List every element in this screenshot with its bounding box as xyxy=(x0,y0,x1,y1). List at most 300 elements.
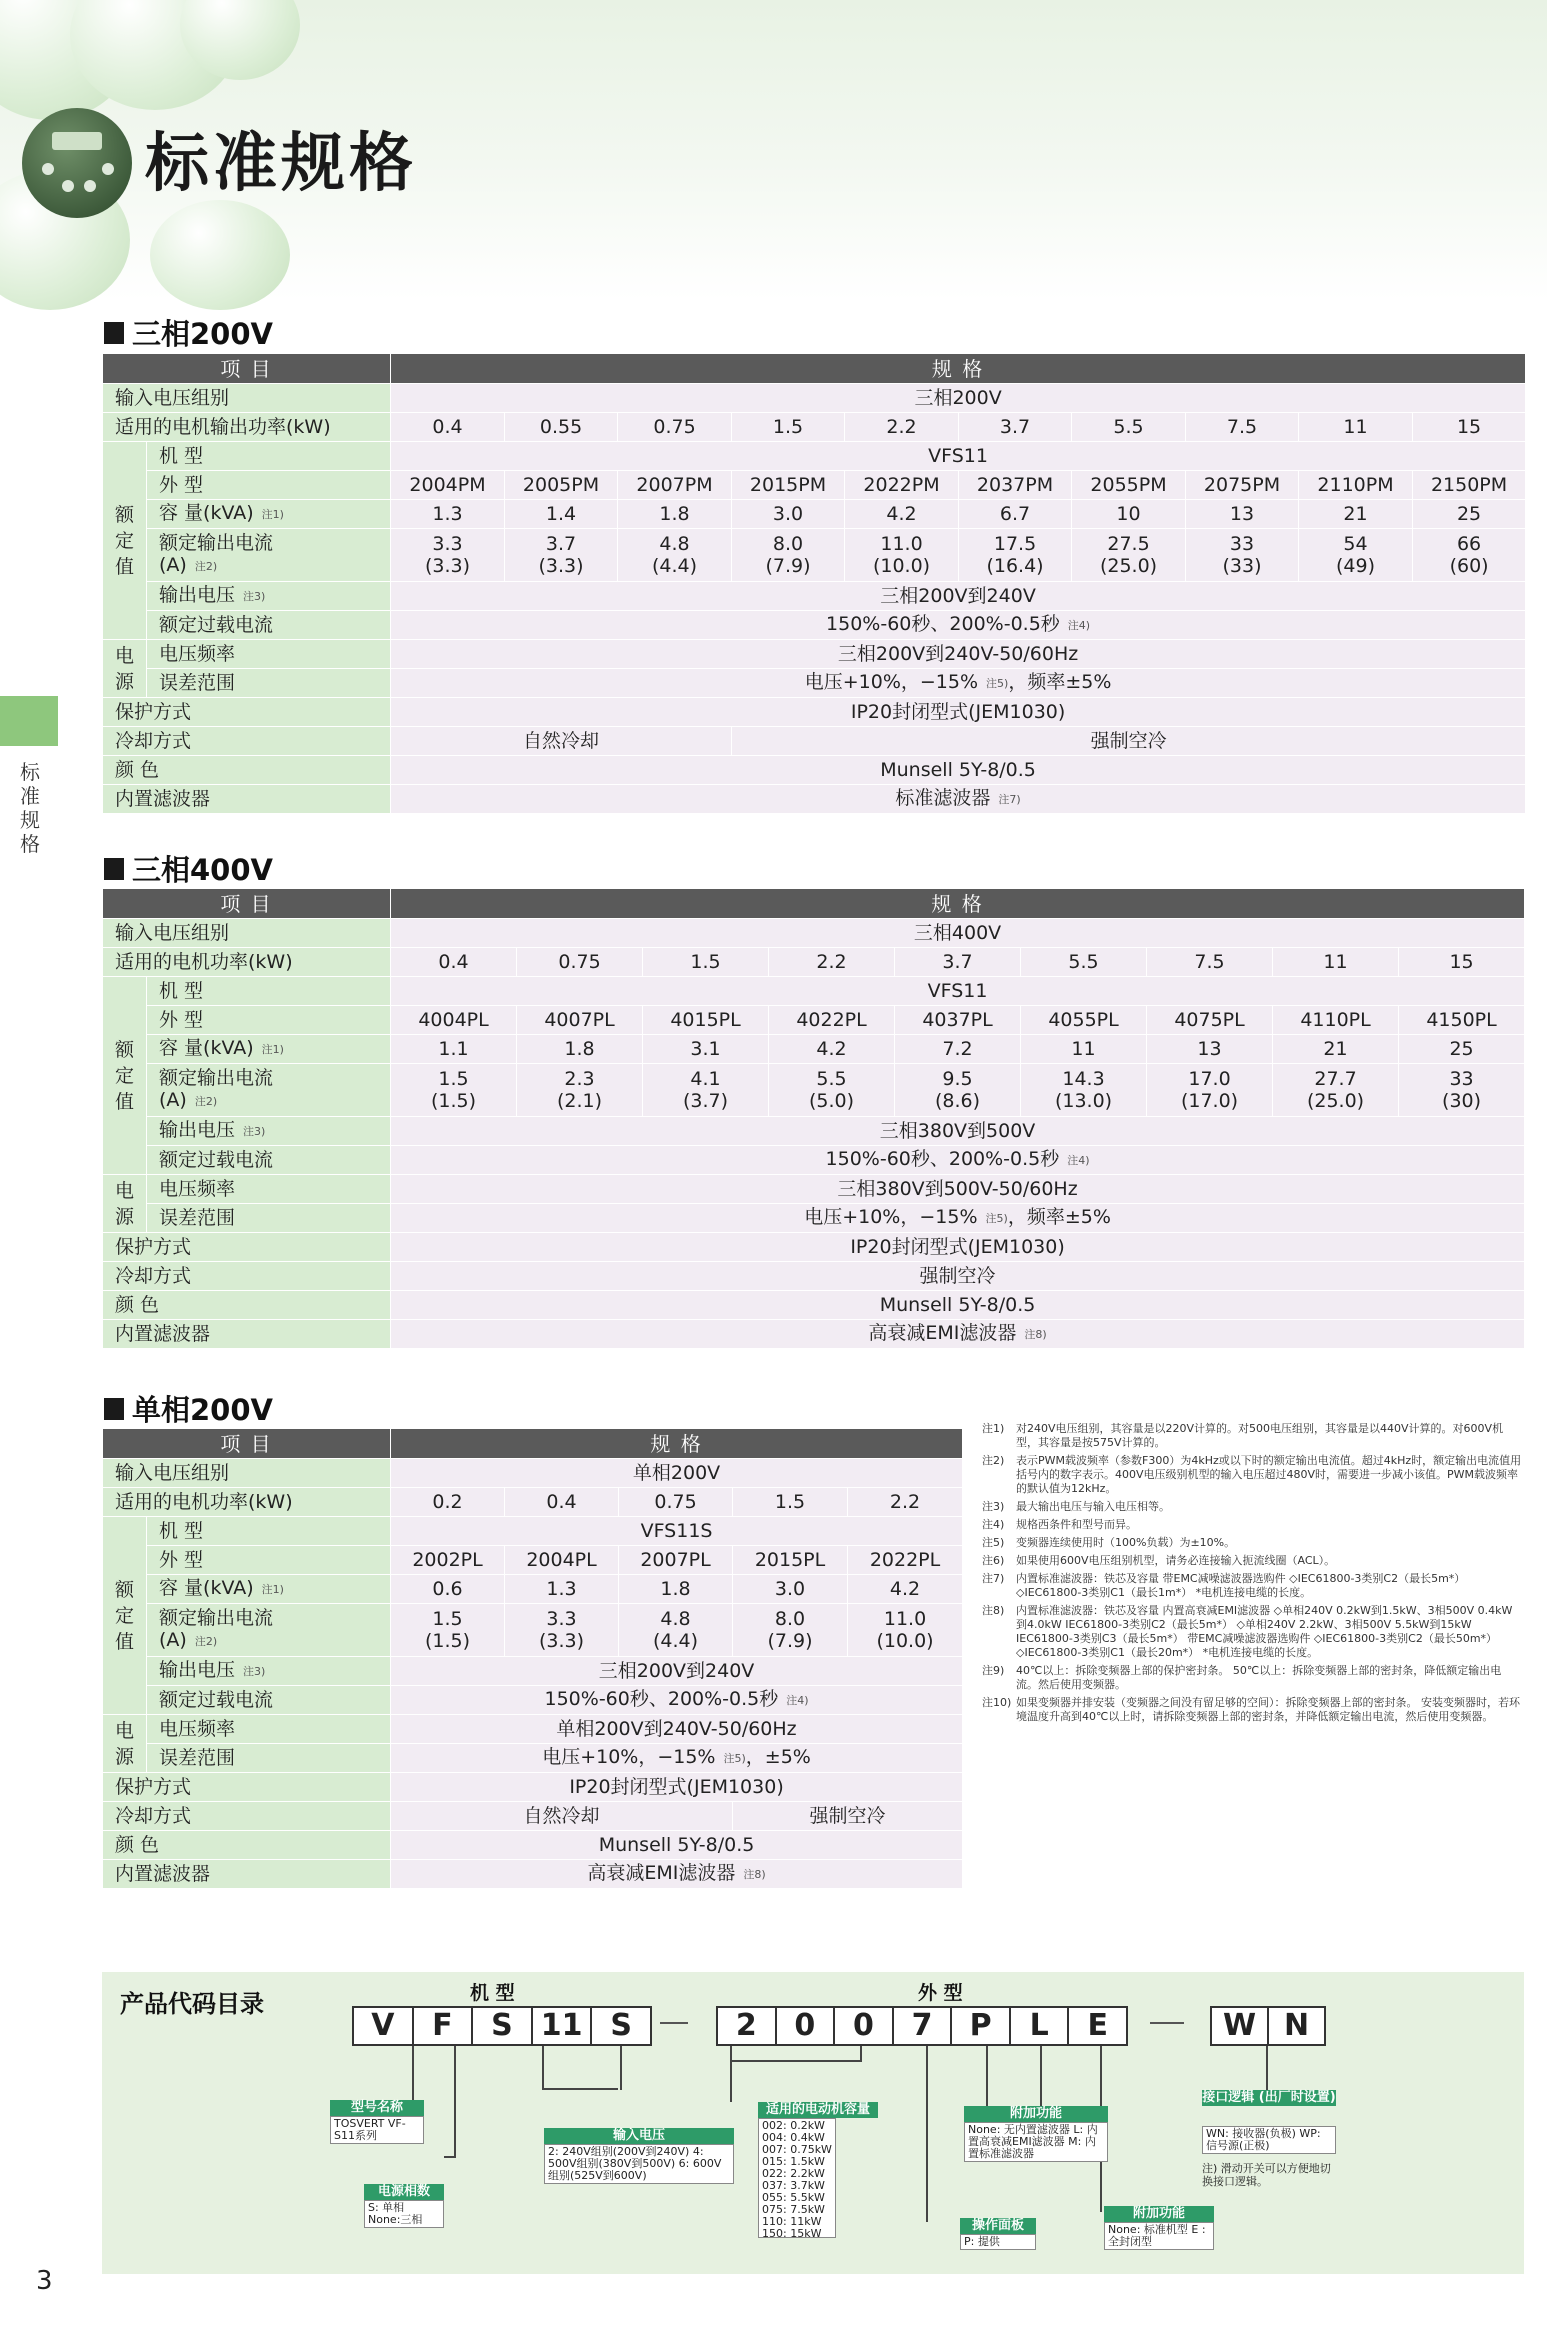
row-label: 机 型 xyxy=(147,442,391,471)
cell-value: VFS11 xyxy=(391,442,1526,471)
footnote: 注9) 40℃以上：拆除变频器上部的保护密封条。 50℃以上：拆除变频器上部的密封条，降低额定输出电流。然后使用变频器。 xyxy=(982,1664,1502,1691)
code-char: 11 xyxy=(531,2008,591,2044)
table-row xyxy=(103,1064,1525,1117)
cell-value: 25 xyxy=(1399,1035,1525,1064)
cell-value: 3.7 (3.3) xyxy=(505,529,618,582)
code-char: V xyxy=(371,2008,395,2043)
table-row xyxy=(103,1802,963,1831)
cell-value: 单相200V xyxy=(391,1459,963,1488)
cell-value: 14.3 (13.0) xyxy=(1021,1064,1147,1117)
row-label: 颜 色 xyxy=(103,756,391,785)
cell-value: 1.5 (1.5) xyxy=(391,1064,517,1117)
cell-value: 2055PM xyxy=(1072,471,1186,500)
cell-value: 1.1 xyxy=(391,1035,517,1064)
cell-value: 6.7 xyxy=(959,500,1072,529)
cell-value: 三相380V到500V xyxy=(391,1117,1525,1146)
row-label: 误差范围 xyxy=(147,1204,391,1233)
row-label: 容 量(kVA) 注1) xyxy=(147,500,391,529)
row-label: 输出电压 注3) xyxy=(147,1657,391,1686)
table-row xyxy=(103,1291,1525,1320)
footnote: 注10) 如果变频器并排安装（变频器之间没有留足够的空间）：拆除变频器上部的密封条。 安装变频器时，若环境温度升高到40℃以上时，请拆除变频器上部的密封条，并降低额定输出电流，然后使用变频器。 xyxy=(982,1696,1520,1723)
connector-line xyxy=(454,2046,456,2158)
cell-value: 2022PL xyxy=(848,1546,963,1575)
header-item: 项 目 xyxy=(103,1429,391,1459)
cell-value: 2015PL xyxy=(733,1546,848,1575)
cell-value: 27.7 (25.0) xyxy=(1273,1064,1399,1117)
cell-value: 2007PL xyxy=(619,1546,733,1575)
connector-line xyxy=(542,2088,618,2090)
cell-value: 15 xyxy=(1413,413,1526,442)
cell-value: 2037PM xyxy=(959,471,1072,500)
table-row xyxy=(103,1459,963,1488)
cell-value: 1.4 xyxy=(505,500,618,529)
row-label: 颜 色 xyxy=(103,1291,391,1320)
cell-value: IP20封闭型式(JEM1030) xyxy=(391,1233,1525,1262)
cell-value: 1.8 xyxy=(517,1035,643,1064)
cell-value: 0.75 xyxy=(619,1488,733,1517)
interface-logic-note: 注) 滑动开关可以方便地切换接口逻辑。 xyxy=(1202,2162,1331,2188)
table-row xyxy=(103,640,1526,669)
row-label: 机 型 xyxy=(147,977,391,1006)
model-code-boxes xyxy=(352,2006,652,2046)
interface-logic-title: 接口逻辑 (出厂时设置) xyxy=(1202,2090,1336,2105)
cell-value: 21 xyxy=(1273,1035,1399,1064)
table-row xyxy=(103,1117,1525,1146)
cell-value: 150%-60秒、200%-0.5秒 注4) xyxy=(391,1146,1525,1175)
code-char: E xyxy=(1067,2008,1126,2044)
header-item: 项 目 xyxy=(103,354,391,384)
phase-body: S: 单相 None:三相 xyxy=(364,2200,444,2228)
cell-value: 三相200V到240V-50/60Hz xyxy=(391,640,1526,669)
cell-value: Munsell 5Y-8/0.5 xyxy=(391,1831,963,1860)
cell-value: 4.2 xyxy=(769,1035,895,1064)
cell-value: 11 xyxy=(1021,1035,1147,1064)
cell-value: 4.8 (4.4) xyxy=(619,1604,733,1657)
additional-function-body: None: 无内置滤波器 L: 内置高衰减EMI滤波器 M: 内置标准滤波器 xyxy=(964,2122,1108,2162)
type-name-body: TOSVERT VF-S11系列 xyxy=(330,2116,424,2144)
cell-value: 1.5 xyxy=(732,413,845,442)
row-label: 额定过载电流 xyxy=(147,1146,391,1175)
table-row xyxy=(103,582,1526,611)
table-row xyxy=(103,500,1526,529)
footnote: 注4) 规格西条件和型号而异。 xyxy=(982,1518,1137,1531)
cell-value: 电压+10%，−15% 注5)，频率±5% xyxy=(391,1204,1525,1233)
spec-table-1ph200 xyxy=(102,1428,963,1889)
cell-value: 8.0 (7.9) xyxy=(733,1604,848,1657)
table-header-row xyxy=(103,354,1526,384)
cell-value: 三相400V xyxy=(391,919,1525,948)
decor-bubble xyxy=(150,200,290,310)
code-separator xyxy=(1150,2022,1184,2024)
row-label: 输出电压 注3) xyxy=(147,582,391,611)
table-row xyxy=(103,698,1526,727)
cell-value: 0.4 xyxy=(391,948,517,977)
connector-line xyxy=(860,2046,862,2062)
cell-value: 10 xyxy=(1072,500,1186,529)
connector-line xyxy=(730,2046,732,2102)
table-row xyxy=(103,948,1525,977)
code-char: W xyxy=(1222,2008,1257,2043)
row-label: 内置滤波器 xyxy=(103,1860,391,1889)
group-label: 额定值 xyxy=(103,1517,147,1715)
table-row xyxy=(103,1233,1525,1262)
cell-value: 15 xyxy=(1399,948,1525,977)
connector-line xyxy=(986,2046,988,2106)
cell-value: 4007PL xyxy=(517,1006,643,1035)
spec-table-3ph200 xyxy=(102,353,1526,814)
table-row xyxy=(103,611,1526,640)
spec-table-3ph400 xyxy=(102,888,1525,1349)
table-row xyxy=(103,1517,963,1546)
table-row xyxy=(103,669,1526,698)
cell-value: 三相200V到240V xyxy=(391,1657,963,1686)
cell-value: 13 xyxy=(1186,500,1299,529)
row-label: 容 量(kVA) 注1) xyxy=(147,1575,391,1604)
phase-title: 电源相数 xyxy=(364,2184,444,2200)
table-header-row xyxy=(103,889,1525,919)
input-voltage-title: 输入电压 xyxy=(544,2128,734,2144)
table-row xyxy=(103,1657,963,1686)
cell-value: 150%-60秒、200%-0.5秒 注4) xyxy=(391,611,1526,640)
code-char: 7 xyxy=(892,2008,951,2044)
table-row xyxy=(103,529,1526,582)
row-label: 内置滤波器 xyxy=(103,1320,391,1349)
cell-value: 2007PM xyxy=(618,471,732,500)
cell-value: 150%-60秒、200%-0.5秒 注4) xyxy=(391,1686,963,1715)
cell-value: 4022PL xyxy=(769,1006,895,1035)
cell-value: 0.55 xyxy=(505,413,618,442)
cell-value: 1.5 (1.5) xyxy=(391,1604,505,1657)
cell-value: 3.0 xyxy=(732,500,845,529)
motor-capacity-title: 适用的电动机容量 xyxy=(758,2102,878,2118)
cell-value: 17.0 (17.0) xyxy=(1147,1064,1273,1117)
footnote: 注8) 内置标准滤波器：铁芯及容量 内置高衰减EMI滤波器 ◇单相240V 0.2kW到1.5kW、3相500V 0.4kW到4.0kW IEC61800-3类别C2（最长5m*） ◇单相240V 2.2kW、3相500V 5.5kW到15kW IEC61800-3类别C3（最长5m*） 带EMC减噪滤波器选购件 ◇IEC61800-3类别C2（最长50m*） ◇IEC61800-3类别C1（最长20m*） *电机连接电缆的长度。 xyxy=(982,1604,1513,1659)
cell-value: 0.4 xyxy=(391,413,505,442)
cell-value: 高衰减EMI滤波器 注8) xyxy=(391,1860,963,1889)
cell-value: 2.3 (2.1) xyxy=(517,1064,643,1117)
cell-value: 4004PL xyxy=(391,1006,517,1035)
row-label: 冷却方式 xyxy=(103,1802,391,1831)
table-row xyxy=(103,1320,1525,1349)
cell-value: 3.7 xyxy=(959,413,1072,442)
cell-value: 0.75 xyxy=(618,413,732,442)
code-char: P xyxy=(950,2008,1009,2044)
cell-value: 2.2 xyxy=(769,948,895,977)
connector-line xyxy=(730,2060,862,2062)
code-separator xyxy=(660,2022,688,2024)
section-title-3ph400: 三相400V xyxy=(104,848,273,889)
row-label: 外 型 xyxy=(147,1546,391,1575)
table-row xyxy=(103,727,1526,756)
footnote: 注7) 内置标准滤波器：铁芯及容量 带EMC减噪滤波器选购件 ◇IEC61800-3类别C2（最长5m*） ◇IEC61800-3类别C1（最长1m*） *电机连接电缆的长度。 xyxy=(982,1572,1466,1599)
cell-value: 5.5 (5.0) xyxy=(769,1064,895,1117)
code-char: F xyxy=(412,2008,472,2044)
table-row xyxy=(103,1006,1525,1035)
cell-value: 单相200V到240V-50/60Hz xyxy=(391,1715,963,1744)
cell-value: 电压+10%，−15% 注5)，±5% xyxy=(391,1744,963,1773)
cell-value: 2.2 xyxy=(845,413,959,442)
row-label: 机 型 xyxy=(147,1517,391,1546)
cell-value: 4055PL xyxy=(1021,1006,1147,1035)
section-title-1ph200: 单相200V xyxy=(104,1388,273,1429)
table-row xyxy=(103,1860,963,1889)
cell-value: 3.7 xyxy=(895,948,1021,977)
connector-line xyxy=(926,2046,928,2222)
table-row xyxy=(103,1035,1525,1064)
type-name-title: 型号名称 xyxy=(330,2100,424,2116)
cell-value: 1.5 xyxy=(733,1488,848,1517)
row-label: 冷却方式 xyxy=(103,727,391,756)
table-row xyxy=(103,1773,963,1802)
code-char: 2 xyxy=(735,2008,757,2043)
table-row xyxy=(103,1204,1525,1233)
group-label: 电源 xyxy=(103,1715,147,1773)
table-row xyxy=(103,1175,1525,1204)
header-spec: 规 格 xyxy=(391,354,1526,384)
cell-value: 54 (49) xyxy=(1299,529,1413,582)
group-label: 额定值 xyxy=(103,977,147,1175)
cell-value: 2150PM xyxy=(1413,471,1526,500)
cell-value: 0.4 xyxy=(505,1488,619,1517)
product-code-title: 产品代码目录 xyxy=(120,1990,264,2018)
inverter-panel-icon xyxy=(22,108,132,218)
row-label: 电压频率 xyxy=(147,1175,391,1204)
cell-value: 0.2 xyxy=(391,1488,505,1517)
cell-value: 4110PL xyxy=(1273,1006,1399,1035)
cell-value: 3.0 xyxy=(733,1575,848,1604)
row-label: 输入电压组别 xyxy=(103,919,391,948)
cell-value: 2075PM xyxy=(1186,471,1299,500)
logic-code-boxes xyxy=(1210,2006,1326,2046)
table-row xyxy=(103,1604,963,1657)
header-banner xyxy=(0,0,1547,300)
footnote: 注2) 表示PWM载波频率（参数F300）为4kHz或以下时的额定输出电流值。超过4kHz时，额定输出电流值用括号内的数字表示。400V电压级别机型的输入电压超过480V时，需要进一步减小该值。PWM载波频率的默认值为12kHz。 xyxy=(982,1454,1522,1495)
panel-title: 操作面板 xyxy=(960,2218,1036,2234)
page-title: 标准规格 xyxy=(145,127,417,201)
cell-value: 2002PL xyxy=(391,1546,505,1575)
page-number: 3 xyxy=(36,2266,53,2296)
cell-value: 7.5 xyxy=(1147,948,1273,977)
connector-line xyxy=(412,2046,414,2102)
form-code-boxes xyxy=(716,2006,1128,2046)
table-row xyxy=(103,413,1526,442)
cell-value: 强制空冷 xyxy=(733,1802,963,1831)
cell-value: 2015PM xyxy=(732,471,845,500)
cell-value: 三相200V到240V xyxy=(391,582,1526,611)
table-row xyxy=(103,1146,1525,1175)
cell-value: 1.3 xyxy=(505,1575,619,1604)
row-label: 额定过载电流 xyxy=(147,1686,391,1715)
cell-value: 25 xyxy=(1413,500,1526,529)
cell-value: 三相380V到500V-50/60Hz xyxy=(391,1175,1525,1204)
cell-value: 高衰减EMI滤波器 注8) xyxy=(391,1320,1525,1349)
cell-value: 强制空冷 xyxy=(732,727,1526,756)
row-label: 输入电压组别 xyxy=(103,384,391,413)
group-label: 额定值 xyxy=(103,442,147,640)
cell-value: 2022PM xyxy=(845,471,959,500)
cell-value: 13 xyxy=(1147,1035,1273,1064)
cell-value: 11.0 (10.0) xyxy=(845,529,959,582)
connector-line xyxy=(444,2156,456,2158)
footnotes xyxy=(982,1422,1522,1728)
cell-value: 2.2 xyxy=(848,1488,963,1517)
table-row xyxy=(103,785,1526,814)
cell-value: 5.5 xyxy=(1072,413,1186,442)
group-label: 电源 xyxy=(103,1175,147,1233)
code-char: N xyxy=(1267,2008,1324,2044)
table-row xyxy=(103,442,1526,471)
cell-value: 1.8 xyxy=(619,1575,733,1604)
cell-value: IP20封闭型式(JEM1030) xyxy=(391,698,1526,727)
connector-line xyxy=(1040,2046,1042,2106)
additional-function-title: 附加功能 xyxy=(964,2106,1108,2122)
row-label: 外 型 xyxy=(147,1006,391,1035)
cell-value: 2110PM xyxy=(1299,471,1413,500)
cell-value: 0.75 xyxy=(517,948,643,977)
cell-value: 11.0 (10.0) xyxy=(848,1604,963,1657)
cell-value: Munsell 5Y-8/0.5 xyxy=(391,1291,1525,1320)
row-label: 保护方式 xyxy=(103,698,391,727)
form-code-label: 外 型 xyxy=(918,1982,963,2004)
side-label: 标准规格 xyxy=(20,760,40,856)
row-label: 误差范围 xyxy=(147,1744,391,1773)
table-row xyxy=(103,1546,963,1575)
header-item: 项 目 xyxy=(103,889,391,919)
table-row xyxy=(103,1262,1525,1291)
cell-value: 4.2 xyxy=(845,500,959,529)
connector-line xyxy=(620,2046,622,2090)
cell-value: 2005PM xyxy=(505,471,618,500)
table-row xyxy=(103,1744,963,1773)
model-code-label: 机 型 xyxy=(470,1982,515,2004)
code-char: 0 xyxy=(775,2008,834,2044)
cell-value: 三相200V xyxy=(391,384,1526,413)
cell-value: 自然冷却 xyxy=(391,1802,733,1831)
row-label: 额定过载电流 xyxy=(147,611,391,640)
cell-value: Munsell 5Y-8/0.5 xyxy=(391,756,1526,785)
cell-value: 4015PL xyxy=(643,1006,769,1035)
row-label: 输出电压 注3) xyxy=(147,1117,391,1146)
code-char: S xyxy=(590,2008,650,2044)
table-row xyxy=(103,919,1525,948)
cell-value: 21 xyxy=(1299,500,1413,529)
row-label: 颜 色 xyxy=(103,1831,391,1860)
row-label: 适用的电机功率(kW) xyxy=(103,948,391,977)
side-tab-marker xyxy=(0,696,58,746)
row-label: 保护方式 xyxy=(103,1773,391,1802)
cell-value: 2004PM xyxy=(391,471,505,500)
cell-value: 标准滤波器 注7) xyxy=(391,785,1526,814)
cell-value: 33 (30) xyxy=(1399,1064,1525,1117)
cell-value: 自然冷却 xyxy=(391,727,732,756)
additional-function-2-body: None: 标准机型 E : 全封闭型 xyxy=(1104,2222,1214,2250)
cell-value: 1.3 xyxy=(391,500,505,529)
cell-value: 4.2 xyxy=(848,1575,963,1604)
input-voltage-body: 2: 240V组别(200V到240V) 4: 500V组别(380V到500V) 6: 600V组别(525V到600V) xyxy=(544,2144,734,2184)
row-label: 容 量(kVA) 注1) xyxy=(147,1035,391,1064)
row-label: 额定输出电流 (A) 注2) xyxy=(147,529,391,582)
cell-value: VFS11S xyxy=(391,1517,963,1546)
table-row xyxy=(103,471,1526,500)
row-label: 电压频率 xyxy=(147,1715,391,1744)
row-label: 输入电压组别 xyxy=(103,1459,391,1488)
cell-value: 1.5 xyxy=(643,948,769,977)
cell-value: 17.5 (16.4) xyxy=(959,529,1072,582)
table-row xyxy=(103,1715,963,1744)
row-label: 保护方式 xyxy=(103,1233,391,1262)
cell-value: 8.0 (7.9) xyxy=(732,529,845,582)
cell-value: 1.8 xyxy=(618,500,732,529)
code-char: S xyxy=(471,2008,531,2044)
row-label: 冷却方式 xyxy=(103,1262,391,1291)
connector-line xyxy=(542,2046,544,2090)
cell-value: 3.3 (3.3) xyxy=(505,1604,619,1657)
footnote: 注3) 最大输出电压与输入电压相等。 xyxy=(982,1500,1170,1513)
row-label: 误差范围 xyxy=(147,669,391,698)
table-row xyxy=(103,1831,963,1860)
row-label: 电压频率 xyxy=(147,640,391,669)
cell-value: 33 (33) xyxy=(1186,529,1299,582)
cell-value: 4037PL xyxy=(895,1006,1021,1035)
header-spec: 规 格 xyxy=(391,1429,963,1459)
cell-value: 强制空冷 xyxy=(391,1262,1525,1291)
code-char: L xyxy=(1009,2008,1068,2044)
cell-value: 2004PL xyxy=(505,1546,619,1575)
cell-value: VFS11 xyxy=(391,977,1525,1006)
code-char: 0 xyxy=(833,2008,892,2044)
footnote: 注6) 如果使用600V电压组别机型，请务必连接输入扼流线圈（ACL）。 xyxy=(982,1554,1336,1567)
table-header-row xyxy=(103,1429,963,1459)
cell-value: 7.5 xyxy=(1186,413,1299,442)
cell-value: 11 xyxy=(1273,948,1399,977)
cell-value: 27.5 (25.0) xyxy=(1072,529,1186,582)
group-label: 电源 xyxy=(103,640,147,698)
cell-value: 9.5 (8.6) xyxy=(895,1064,1021,1117)
row-label: 内置滤波器 xyxy=(103,785,391,814)
cell-value: 11 xyxy=(1299,413,1413,442)
cell-value: 7.2 xyxy=(895,1035,1021,1064)
row-label: 额定输出电流 (A) 注2) xyxy=(147,1604,391,1657)
interface-logic-body: WN: 接收器(负极) WP: 信号源(正极) xyxy=(1202,2126,1336,2154)
additional-function-2-title: 附加功能 xyxy=(1104,2206,1214,2222)
cell-value: 4075PL xyxy=(1147,1006,1273,1035)
cell-value: 66 (60) xyxy=(1413,529,1526,582)
table-row xyxy=(103,1686,963,1715)
header-spec: 规 格 xyxy=(391,889,1525,919)
cell-value: 4.8 (4.4) xyxy=(618,529,732,582)
cell-value: 0.6 xyxy=(391,1575,505,1604)
table-row xyxy=(103,384,1526,413)
cell-value: 3.1 xyxy=(643,1035,769,1064)
connector-line xyxy=(1266,2046,1268,2090)
table-row xyxy=(103,756,1526,785)
cell-value: 5.5 xyxy=(1021,948,1147,977)
row-label: 适用的电机输出功率(kW) xyxy=(103,413,391,442)
cell-value: 电压+10%，−15% 注5)，频率±5% xyxy=(391,669,1526,698)
table-row xyxy=(103,1488,963,1517)
row-label: 外 型 xyxy=(147,471,391,500)
table-row xyxy=(103,1575,963,1604)
panel-body: P: 提供 xyxy=(960,2234,1036,2250)
cell-value: 3.3 (3.3) xyxy=(391,529,505,582)
table-row xyxy=(103,977,1525,1006)
section-title-3ph200: 三相200V xyxy=(104,312,273,353)
footnote: 注1) 对240V电压组别，其容量是以220V计算的。对500电压组别，其容量是以440V计算的。对600V机型，其容量是按575V计算的。 xyxy=(982,1422,1504,1449)
row-label: 额定输出电流 (A) 注2) xyxy=(147,1064,391,1117)
footnote: 注5) 变频器连续使用时（100%负载）为±10%。 xyxy=(982,1536,1236,1549)
cell-value: 4.1 (3.7) xyxy=(643,1064,769,1117)
row-label: 适用的电机功率(kW) xyxy=(103,1488,391,1517)
